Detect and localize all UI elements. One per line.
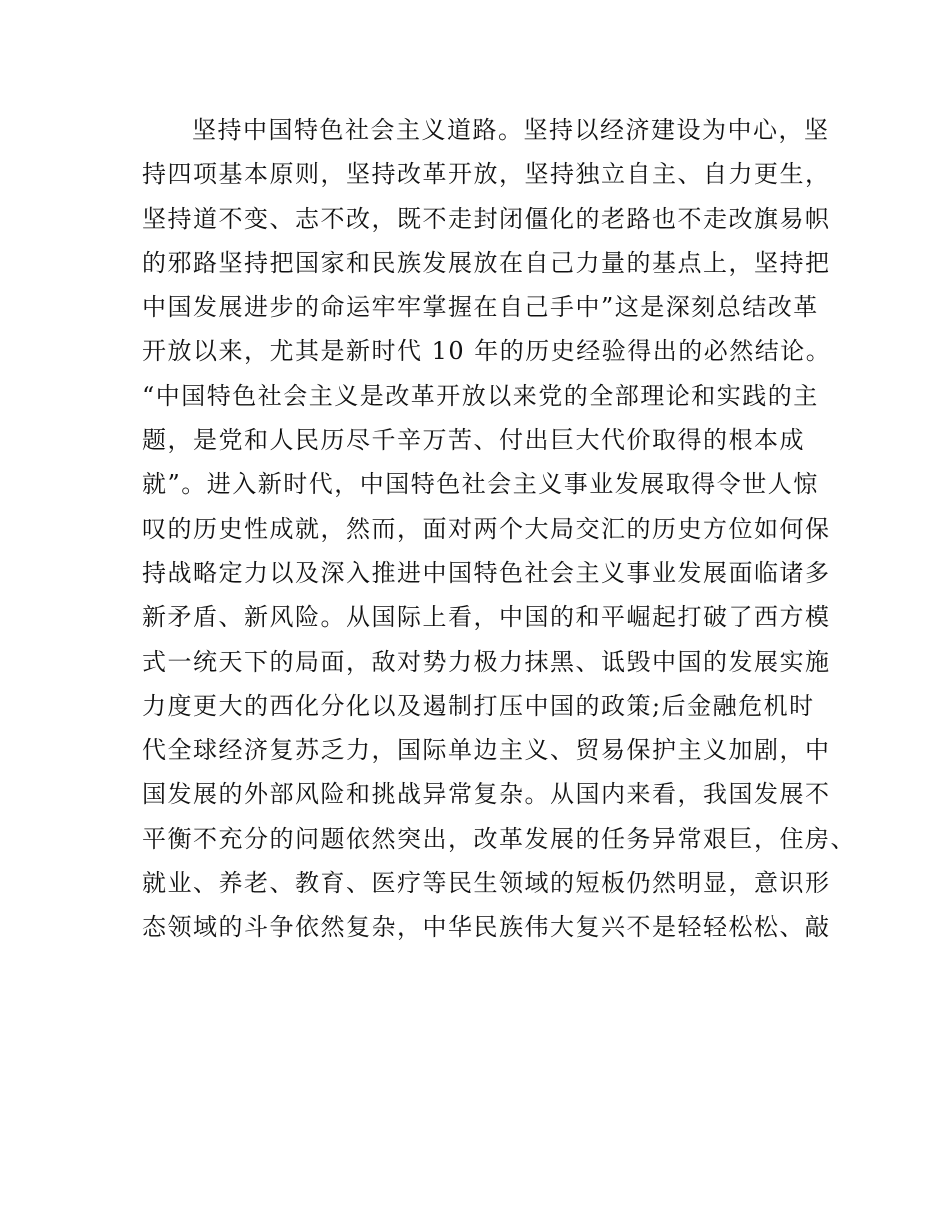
text-line: 代全球经济复苏乏力，国际单边主义、贸易保护主义加剧，中 [142, 736, 831, 765]
text-line: 坚持道不变、志不改，既不走封闭僵化的老路也不走改旗易帜 [142, 204, 831, 233]
text-line: 就”。进入新时代，中国特色社会主义事业发展取得令世人惊 [142, 470, 819, 499]
text-line: 持四项基本原则，坚持改革开放，坚持独立自主、自力更生， [142, 160, 831, 189]
text-line: 叹的历史性成就，然而，面对两个大局交汇的历史方位如何保 [142, 514, 831, 543]
text-line: 式一统天下的局面，敌对势力极力抹黑、诋毁中国的发展实施 [142, 647, 831, 676]
text-line: 力度更大的西化分化以及遏制打压中国的政策;后金融危机时 [142, 691, 815, 720]
text-line: 持战略定力以及深入推进中国特色社会主义事业发展面临诸多 [142, 558, 831, 587]
text-line: 态领域的斗争依然复杂，中华民族伟大复兴不是轻轻松松、敲 [142, 913, 831, 942]
text-line: 的邪路坚持把国家和民族发展放在自己力量的基点上，坚持把 [142, 248, 831, 277]
text-line: 新矛盾、新风险。从国际上看，中国的和平崛起打破了西方模 [142, 603, 831, 632]
text-line: 平衡不充分的问题依然突出，改革发展的任务异常艰巨，住房、 [142, 824, 856, 853]
body-paragraph [142, 108, 856, 950]
text-line: 题，是党和人民历尽千辛万苦、付出巨大代价取得的根本成 [142, 426, 805, 455]
text-line: “中国特色社会主义是改革开放以来党的全部理论和实践的主 [142, 381, 819, 410]
text-line: 国发展的外部风险和挑战异常复杂。从国内来看，我国发展不 [142, 780, 831, 809]
text-line: 坚持中国特色社会主义道路。坚持以经济建设为中心，坚 [192, 116, 830, 144]
text-line: 中国发展进步的命运牢牢掌握在自己手中”这是深刻总结改革 [142, 293, 819, 322]
text-line: 开放以来，尤其是新时代 10 年的历史经验得出的必然结论。 [142, 337, 832, 366]
text-line: 就业、养老、教育、医疗等民生领域的短板仍然明显，意识形 [142, 869, 831, 898]
